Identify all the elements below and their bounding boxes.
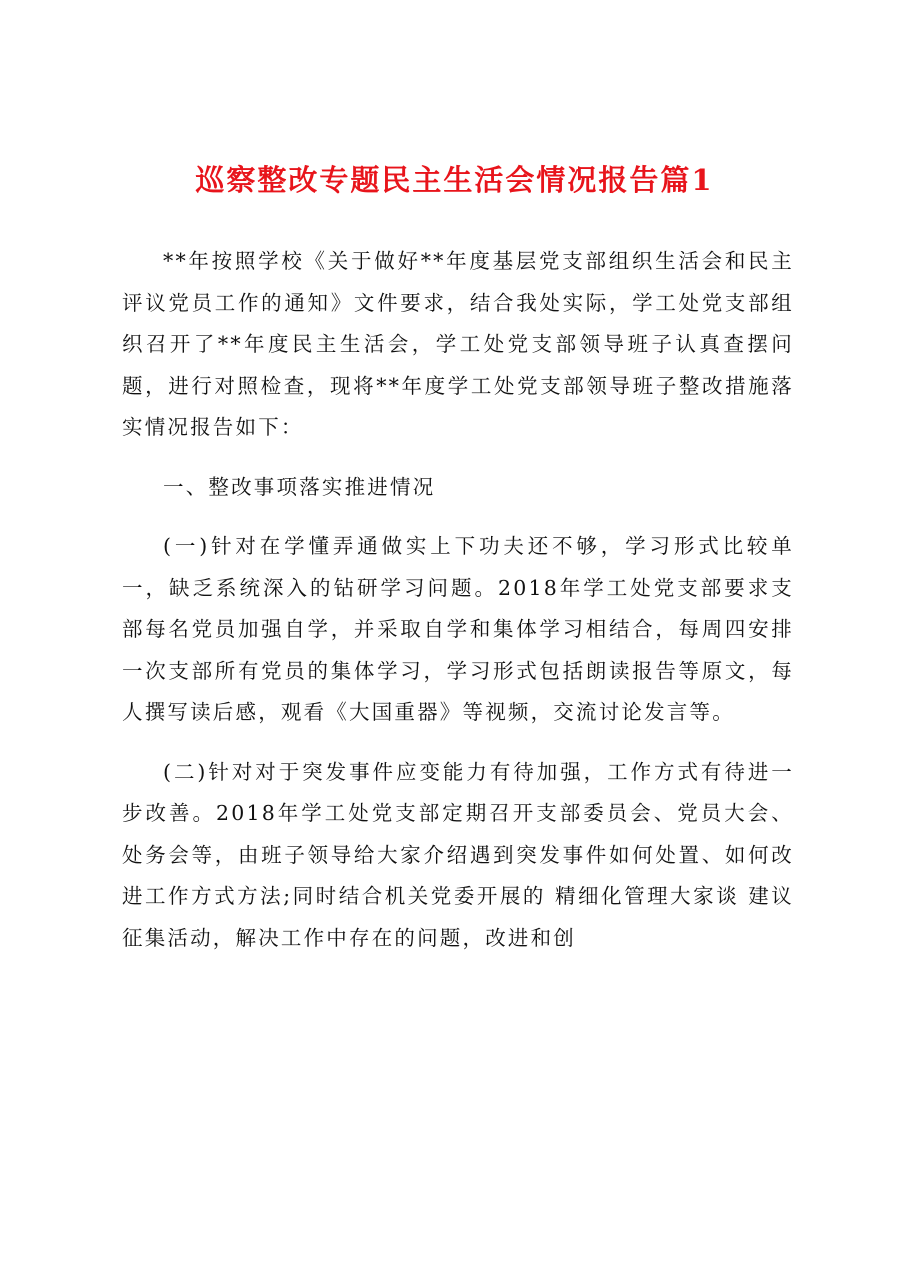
paragraph-intro: **年按照学校《关于做好**年度基层党支部组织生活会和民主评议党员工作的通知》文件要求，结合我处实际，学工处党支部组织召开了**年度民主生活会，学工处党支部领导班子认真查摆问题，进行对照检查，现将**年度学工处党支部领导班子整改措施落实情况报告如下： [122, 249, 794, 439]
paragraph-item-2: (二)针对对于突发事件应变能力有待加强，工作方式有待进一步改善。2018年学工处党支部定期召开支部委员会、党员大会、处务会等，由班子领导给大家介绍遇到突发事件如何处置、如何改进工作方式方法;同时结合机关党委开展的 精细化管理大家谈 建议征集活动，解决工作中存在的问题，改进和创 [122, 759, 794, 950]
document-body [122, 241, 794, 959]
paragraph-item-1: (一)针对在学懂弄通做实上下功夫还不够，学习形式比较单一，缺乏系统深入的钻研学习问题。2018年学工处党支部要求支部每名党员加强自学，并采取自学和集体学习相结合，每周四安排一次支部所有党员的集体学习，学习形式包括朗读报告等原文，每人撰写读后感，观看《大国重器》等视频，交流讨论发言等。 [122, 534, 794, 724]
section-heading: 一、整改事项落实推进情况 [163, 474, 436, 499]
document-title: 巡察整改专题民主生活会情况报告篇1 [195, 163, 714, 197]
